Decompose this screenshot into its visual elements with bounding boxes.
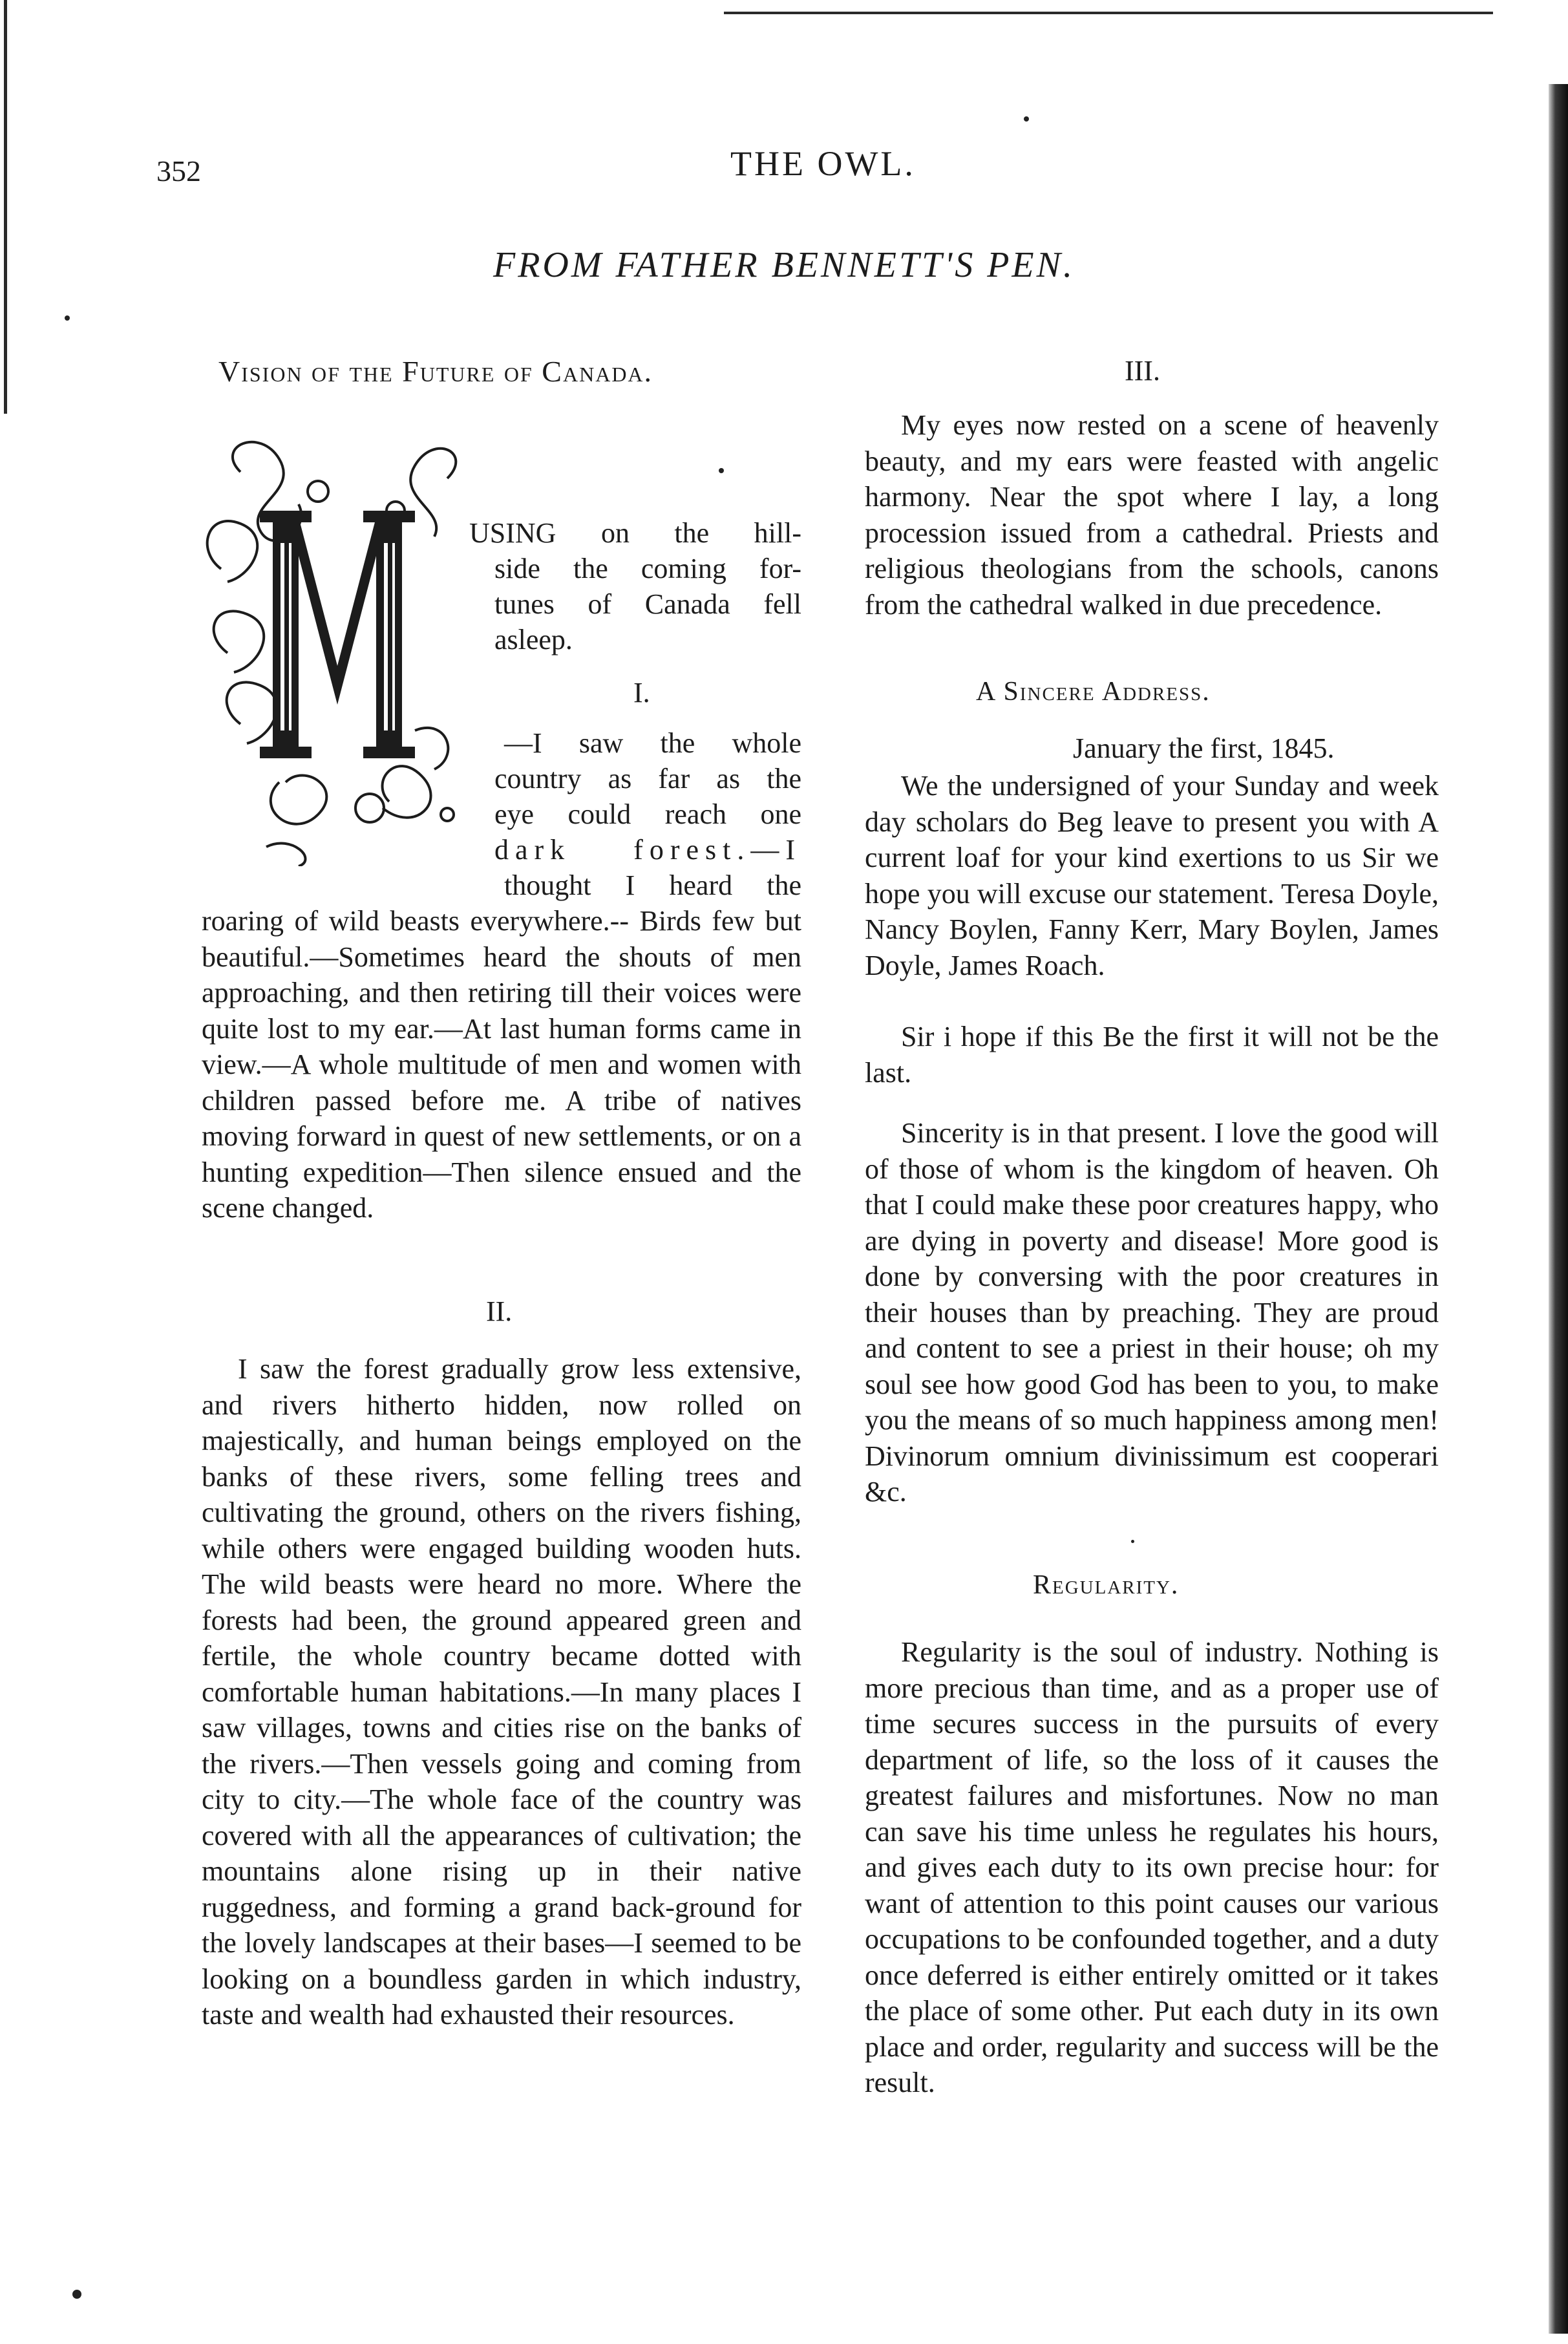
part3-body: My eyes now rested on a scene of heavenly beauty, and my ears were feasted with angelic harmony. Near the spot where I lay, a long procession issued from a cathedral. Priests and religious theologians from the schools, canons from the cathedral walked in due precedence.: [865, 409, 1439, 621]
top-rule: [724, 12, 1493, 14]
regularity-heading: Regularity.: [1033, 1570, 1180, 1600]
ink-speck: [719, 468, 724, 473]
ink-speck: [72, 2290, 81, 2299]
article-title: FROM FATHER BENNETT'S PEN.: [493, 245, 1075, 285]
address-date: January the first, 1845.: [1073, 732, 1335, 764]
regularity-paragraph: Regularity is the soul of industry. Nothing is more precious than time, and as a proper use of time secures success in the pursuits of every department of life, so the loss of it causes the greatest failures and misfortunes. Now no man can save his time unless he regulates his hours, and gives each duty to its own precise hour: for want of attention to this point causes our various occupations to be confounded together, and a duty once deferred is either entirely omitted or it takes the place of some other. Put each duty in its own place and order, regularity and success will be the result.: [865, 1636, 1439, 2098]
ink-speck: [1131, 1540, 1134, 1543]
intro-line: tunes of Canada fell: [494, 588, 801, 620]
ornamental-drop-cap: [202, 420, 486, 866]
part1-wrapped-line: dark forest.—I: [494, 834, 801, 866]
part-numeral-3: III.: [1125, 355, 1160, 387]
scan-edge-left: [4, 0, 7, 414]
part-numeral-1: I.: [633, 677, 650, 709]
part1-wrapped-line: country as far as the: [494, 763, 801, 794]
page-number: 352: [156, 154, 201, 187]
part1-body: roaring of wild beasts everywhere.-- Birds few but beautiful.—Sometimes heard the shouts of men approaching, and then retiring till their voices were quite lost to my ear.—At last human forms came in view.—A whole multitude of men and women with children passed before me. A tribe of natives moving forward in quest of new settlements, or on a hunting expedition—Then silence ensued and the scene changed.: [202, 905, 801, 1224]
ink-speck: [65, 315, 70, 321]
part-numeral-2: II.: [486, 1295, 513, 1327]
section-heading-vision: Vision of the Future of Canada.: [218, 355, 653, 388]
address-postscript: Sir i hope if this Be the first it will not be the last.: [865, 1021, 1439, 1089]
sincerity-paragraph: Sincerity is in that present. I love the good will of those of whom is the kingdom of heaven. Oh that I could make these poor creatures happy, who are dying in poverty and disease! More good is done by conversing with the poor creatures in their houses than by preaching. They are proud and content to see a priest in their house; oh my soul see how good God has been to you, to make you the means of so much happiness among men! Divinorum omnium divinissimum est cooperari &c.: [865, 1117, 1439, 1508]
intro-line: asleep.: [494, 624, 573, 655]
running-head: THE OWL.: [730, 144, 916, 183]
ink-speck: [1024, 116, 1029, 122]
part2-body: I saw the forest gradually grow less extensive, and rivers hitherto hidden, now rolled on majestically, and human beings employed on the banks of these rivers, some felling trees and cultivating the ground, others on the rivers fishing, while others were engaged building wooden huts. The wild beasts were heard no more. Where the forests had been, the ground appeared green and fertile, the whole country became dotted with comfortable human habitations.—In many places I saw villages, towns and cities rise on the banks of the rivers.—Then vessels going and coming from city to city.—The whole face of the country was covered with all the appearances of cultivation; the mountains alone rising up in their native ruggedness, and forming a grand back-ground for the lovely landscapes at their bases—I seemed to be looking on a boundless garden in which industry, taste and wealth had exhausted their resources.: [202, 1353, 801, 2030]
part1-wrapped-line: thought I heard the: [504, 869, 801, 901]
intro-line: USING on the hill-: [469, 517, 801, 549]
intro-line: side the coming for-: [494, 553, 801, 584]
part1-wrapped-line: —I saw the whole: [504, 727, 801, 759]
part1-wrapped-line: eye could reach one: [494, 798, 801, 830]
address-heading: A Sincere Address.: [976, 677, 1211, 707]
svg-text:M: M: [337, 627, 338, 628]
address-body: We the undersigned of your Sunday and week day scholars do Beg leave to present you with A current loaf for your kind exertions to us Sir we hope you will excuse our statement. Teresa Doyle, Nancy Boylen, Fanny Kerr, Mary Boylen, James Doyle, James Roach.: [865, 770, 1439, 981]
scan-edge-right: [1549, 84, 1568, 2334]
